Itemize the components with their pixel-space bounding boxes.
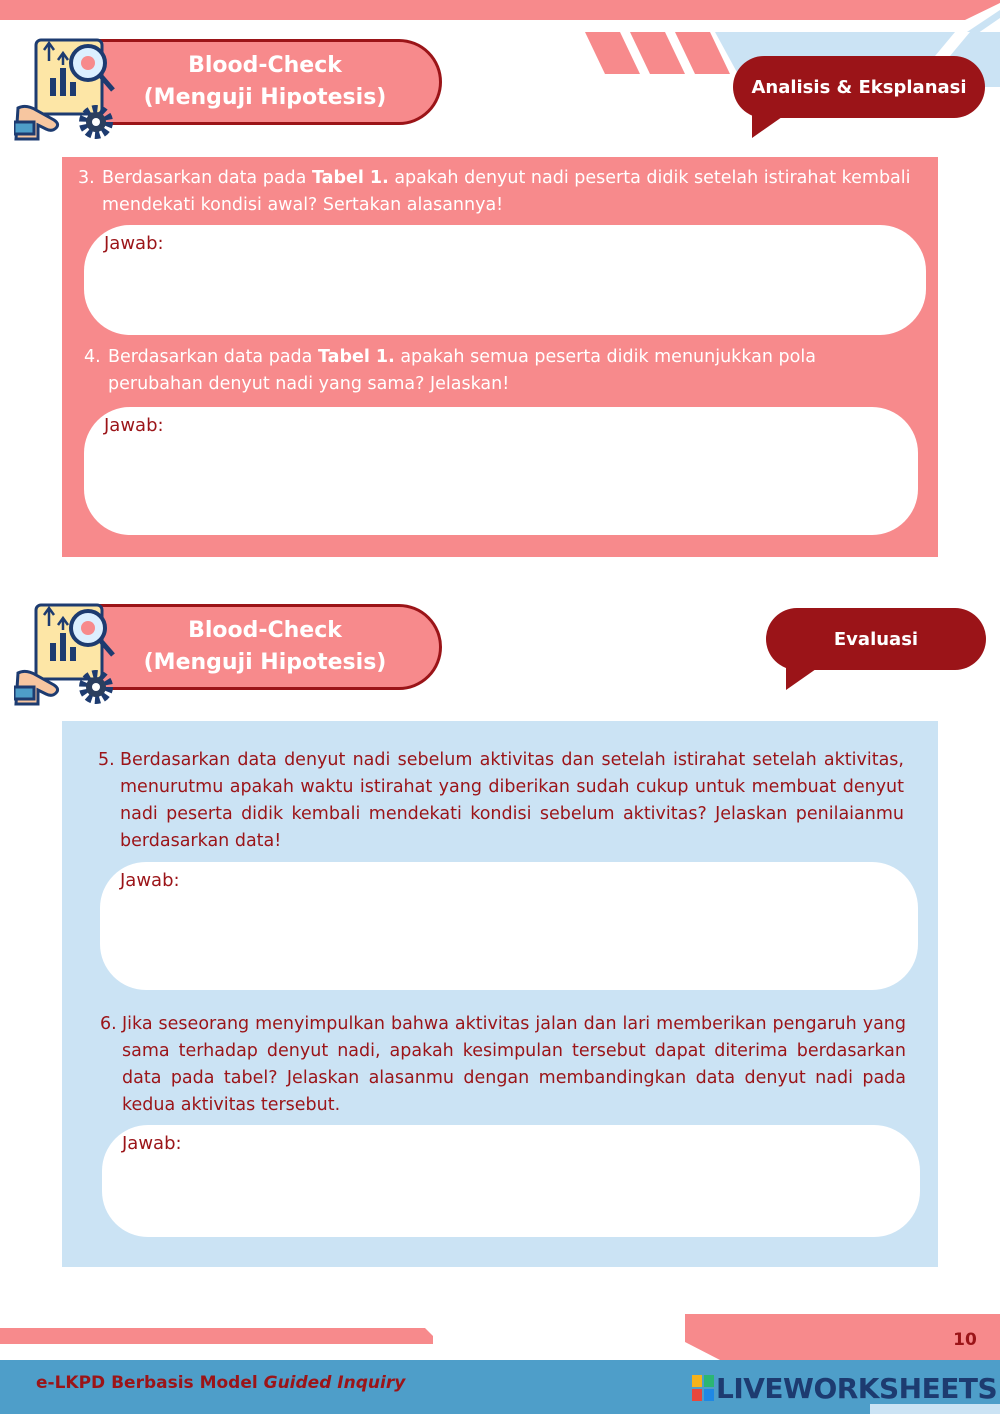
page-number: 10	[953, 1330, 977, 1350]
question-4	[84, 344, 898, 398]
question-number: 3.	[78, 168, 95, 188]
evaluation-panel	[62, 721, 938, 1267]
header-title-line2: (Menguji Hipotesis)	[143, 650, 387, 675]
question-3	[78, 165, 912, 219]
answer-label: Jawab:	[104, 415, 164, 436]
brand-text: LIVEWORKSHEETS	[716, 1371, 998, 1405]
answer-box-4[interactable]	[84, 407, 918, 535]
section-tag-analisis: Analisis & Eksplanasi	[733, 56, 985, 118]
header-title-line1: Blood-Check	[188, 618, 342, 643]
answer-box-6[interactable]	[102, 1125, 920, 1237]
liveworksheets-logo-icon	[692, 1375, 714, 1401]
header-title-line2: (Menguji Hipotesis)	[143, 85, 387, 110]
question-table-ref: Tabel 1.	[311, 168, 389, 188]
footer-text: e-LKPD Berbasis Model	[36, 1373, 264, 1393]
question-number: 4.	[84, 347, 101, 367]
question-number: 6.	[100, 1014, 117, 1034]
answer-box-3[interactable]	[84, 225, 926, 335]
section-tag-evaluasi: Evaluasi	[766, 608, 986, 670]
question-text: apakah denyut nadi peserta didik setelah istirahat kembali mendekati kondisi awal? Sertakan alasannya!	[102, 168, 911, 215]
header-title-line1: Blood-Check	[188, 53, 342, 78]
answer-box-5[interactable]	[100, 862, 918, 990]
question-text: Berdasarkan data pada	[102, 168, 312, 188]
question-number: 5.	[98, 750, 115, 770]
tag-tail	[752, 110, 802, 140]
question-text: apakah semua peserta didik menunjukkan pola perubahan denyut nadi yang sama? Jelaskan!	[108, 347, 816, 394]
question-6	[100, 1011, 906, 1119]
question-table-ref: Tabel 1.	[317, 347, 395, 367]
footer-text-italic: Guided Inquiry	[263, 1373, 406, 1393]
footer-label	[36, 1373, 405, 1393]
analysis-panel	[62, 157, 938, 557]
answer-label: Jawab:	[104, 233, 164, 254]
question-text: Jika seseorang menyimpulkan bahwa aktivitas jalan dan lari memberikan pengaruh yang sama terhadap denyut nadi, apakah kesimpulan tersebut dapat diterima berdasarkan data pada tabel? Jelaskan alasanmu dengan membandingkan data denyut nadi pada kedua aktivitas tersebut.	[122, 1014, 906, 1115]
question-text: Berdasarkan data denyut nadi sebelum aktivitas dan setelah istirahat setelah aktivitas, menurutmu apakah waktu istirahat yang diberikan sudah cukup untuk membuat denyut nadi peserta didik kembali mendekati kondisi sebelum aktivitas? Jelaskan penilaianmu berdasarkan data!	[120, 750, 904, 851]
liveworksheets-brand[interactable]	[692, 1372, 997, 1404]
answer-label: Jawab:	[120, 870, 180, 891]
question-5	[98, 747, 904, 855]
tag-tail	[786, 662, 836, 692]
answer-label: Jawab:	[122, 1133, 182, 1154]
question-text: Berdasarkan data pada	[108, 347, 318, 367]
